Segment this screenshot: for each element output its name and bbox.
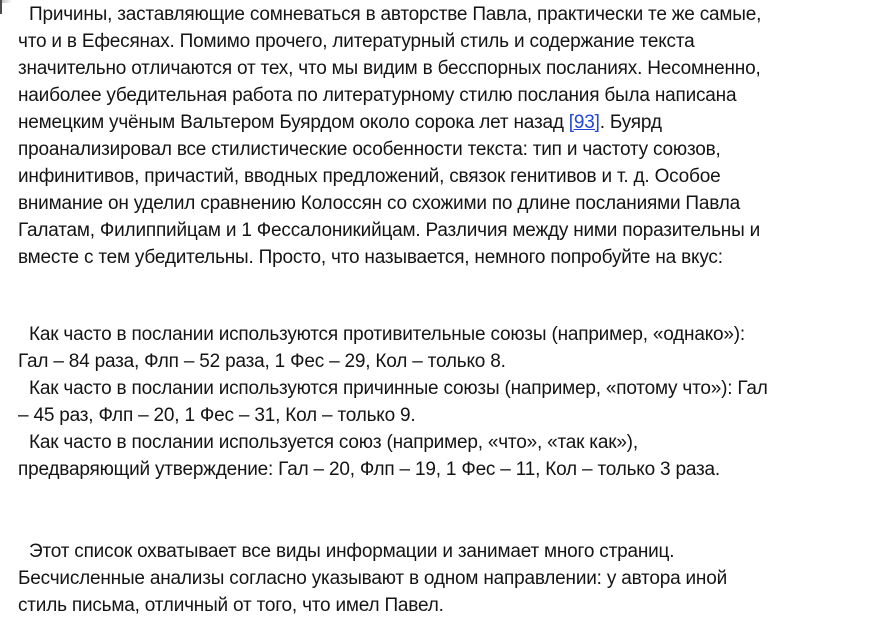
text-line: Как часто в послании используются причинные союзы (например, «потому что»): Гал (29, 378, 768, 399)
text-line: наиболее убедительная работа по литературному стилю послания была написана (18, 85, 737, 106)
paragraph-conjunction-statistics (18, 321, 863, 483)
paragraph-authorship-doubts (18, 1, 863, 271)
text-line: предваряющий утверждение: Гал – 20, Флп – 19, 1 Фес – 11, Кол – только 3 раза. (18, 459, 720, 480)
text-line: вместе с тем убедительны. Просто, что называется, немного попробуйте на вкус: (18, 247, 723, 268)
text-line: внимание он уделил сравнению Колоссян со схожими по длине посланиями Павла (18, 193, 740, 214)
text-segment: немецким учёным Вальтером Буярдом около сорока лет назад (18, 112, 569, 133)
text-line: проанализировал все стилистические особенности текста: тип и частоту союзов, (18, 139, 721, 160)
footnote-link-93[interactable]: [93] (568, 112, 600, 133)
text-line: что и в Ефесянах. Помимо прочего, литературный стиль и содержание текста (18, 31, 695, 52)
text-segment: . Буярд (599, 112, 662, 133)
paragraph-conclusion (18, 538, 863, 619)
text-line-with-footnote (18, 109, 863, 136)
text-line: значительно отличаются от тех, что мы видим в бесспорных посланиях. Несомненно, (18, 58, 761, 79)
text-line: стиль письма, отличный от того, что имел Павел. (18, 595, 444, 616)
text-line: Галатам, Филиппийцам и 1 Фессалоникийцам. Различия между ними поразительны и (18, 220, 761, 241)
text-line: Гал – 84 раза, Флп – 52 раза, 1 Фес – 29, Кол – только 8. (18, 351, 506, 372)
text-line: Бесчисленные анализы согласно указывают в одном направлении: у автора иной (18, 568, 727, 589)
text-line: Как часто в послании используется союз (например, «что», «так как»), (29, 432, 638, 453)
text-line: Как часто в послании используются противительные союзы (например, «однако»): (29, 324, 745, 345)
text-line: инфинитивов, причастий, вводных предложений, связок генитивов и т. д. Особое (18, 166, 721, 187)
text-line: – 45 раз, Флп – 20, 1 Фес – 31, Кол – только 9. (18, 405, 416, 426)
text-line: Этот список охватывает все виды информации и занимает много страниц. (29, 541, 675, 562)
text-line: Причины, заставляющие сомневаться в авторстве Павла, практически те же самые, (29, 4, 762, 25)
